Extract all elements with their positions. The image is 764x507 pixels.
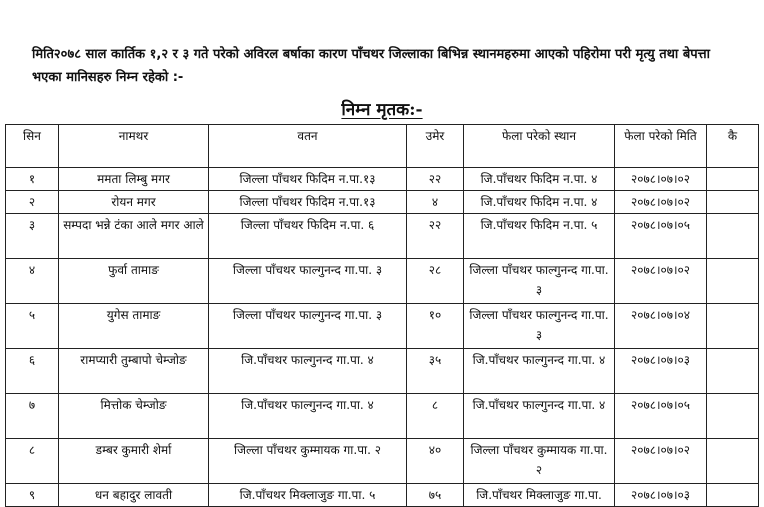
cell-address: जि.पाँचथर मिक्लाजुङ गा.पा. ५ [209, 484, 407, 507]
cell-name: ममता लिम्बु मगर [59, 168, 209, 191]
table-row [6, 259, 759, 304]
cell-address: जि.पाँचथर फाल्गुनन्द गा.पा. ४ [209, 349, 407, 394]
cell-sn: ७ [6, 394, 59, 439]
cell-remarks [707, 214, 759, 259]
cell-found-place: जि.पाँचथर फिदिम न.पा. ४ [464, 168, 615, 191]
table-row [6, 191, 759, 214]
cell-found-place: जि.पाँचथर फाल्गुनन्द गा.पा. ४ [464, 349, 615, 394]
cell-age: १० [407, 304, 464, 349]
cell-name: डम्बर कुमारी शेर्मा [59, 439, 209, 484]
header-address: वतन [209, 125, 407, 168]
cell-sn: ८ [6, 439, 59, 484]
header-sn: सिन [6, 125, 59, 168]
header-age: उमेर [407, 125, 464, 168]
table-header-row [6, 125, 759, 168]
cell-found-date: २०७८।०७।०४ [615, 304, 707, 349]
cell-age: ७५ [407, 484, 464, 507]
cell-age: २२ [407, 168, 464, 191]
table-row [6, 168, 759, 191]
cell-sn: ९ [6, 484, 59, 507]
section-heading [0, 97, 764, 120]
cell-name: सम्पदा भन्ने टंका आले मगर आले [59, 214, 209, 259]
cell-found-place: जिल्ला पाँचथर फाल्गुनन्द गा.पा. ३ [464, 259, 615, 304]
intro-paragraph: मिति२०७८ साल कार्तिक १,२ र ३ गते परेको अविरल बर्षाका कारण पाँचथर जिल्लाका बिभिन्न स्थानमहरुमा आएको पहिरोमा परी मृत्यु तथा बेपत्ता भएका मानिसहरु निम्न रहेको :- [32, 47, 710, 85]
cell-found-place: जि.पाँचथर फाल्गुनन्द गा.पा. ४ [464, 394, 615, 439]
cell-age: ८ [407, 394, 464, 439]
table-row [6, 214, 759, 259]
header-name: नामथर [59, 125, 209, 168]
cell-sn: ३ [6, 214, 59, 259]
cell-remarks [707, 349, 759, 394]
cell-remarks [707, 484, 759, 507]
cell-address: जिल्ला पाँचथर फिदिम न.पा. ६ [209, 214, 407, 259]
table-row [6, 484, 759, 507]
cell-address: जिल्ला पाँचथर फिदिम न.पा.१३ [209, 168, 407, 191]
cell-remarks [707, 168, 759, 191]
cell-found-date: २०७८।०७।०५ [615, 394, 707, 439]
cell-sn: १ [6, 168, 59, 191]
cell-remarks [707, 304, 759, 349]
cell-name: रामप्यारी तुम्बापो चेम्जोङ [59, 349, 209, 394]
cell-found-place: जि.पाँचथर मिक्लाजुङ गा.पा. [464, 484, 615, 507]
cell-found-place: जि.पाँचथर फिदिम न.पा. ४ [464, 191, 615, 214]
cell-address: जिल्ला पाँचथर फाल्गुनन्द गा.पा. ३ [209, 304, 407, 349]
cell-name: धन बहादुर लावती [59, 484, 209, 507]
cell-remarks [707, 191, 759, 214]
cell-name: रोयन मगर [59, 191, 209, 214]
cell-age: ४० [407, 439, 464, 484]
cell-age: ३५ [407, 349, 464, 394]
cell-remarks [707, 259, 759, 304]
cell-found-place: जि.पाँचथर फिदिम न.पा. ५ [464, 214, 615, 259]
cell-sn: २ [6, 191, 59, 214]
cell-address: जिल्ला पाँचथर फिदिम न.पा.१३ [209, 191, 407, 214]
heading-text: निम्न मृतक:- [341, 100, 423, 120]
cell-found-place: जिल्ला पाँचथर फाल्गुनन्द गा.पा. ३ [464, 304, 615, 349]
header-found-place: फेला परेको स्थान [464, 125, 615, 168]
cell-sn: ४ [6, 259, 59, 304]
cell-found-place: जिल्ला पाँचथर कुम्मायक गा.पा. २ [464, 439, 615, 484]
cell-name: मित्तोक चेम्जोङ [59, 394, 209, 439]
cell-found-date: २०७८।०७।०२ [615, 191, 707, 214]
table-row [6, 394, 759, 439]
cell-address: जि.पाँचथर फाल्गुनन्द गा.पा. ४ [209, 394, 407, 439]
cell-age: २२ [407, 214, 464, 259]
cell-address: जिल्ला पाँचथर फाल्गुनन्द गा.पा. ३ [209, 259, 407, 304]
cell-sn: ६ [6, 349, 59, 394]
cell-address: जिल्ला पाँचथर कुम्मायक गा.पा. २ [209, 439, 407, 484]
cell-found-date: २०७८।०७।०३ [615, 484, 707, 507]
deceased-table [5, 124, 759, 507]
cell-found-date: २०७८।०७।०५ [615, 214, 707, 259]
cell-found-date: २०७८।०७।०२ [615, 168, 707, 191]
table-row [6, 304, 759, 349]
cell-remarks [707, 439, 759, 484]
cell-name: युगेस तामाङ [59, 304, 209, 349]
cell-found-date: २०७८।०७।०३ [615, 349, 707, 394]
header-remarks: कै [707, 125, 759, 168]
cell-name: फुर्वा तामाङ [59, 259, 209, 304]
cell-found-date: २०७८।०७।०२ [615, 259, 707, 304]
cell-sn: ५ [6, 304, 59, 349]
cell-age: २८ [407, 259, 464, 304]
cell-remarks [707, 394, 759, 439]
cell-age: ४ [407, 191, 464, 214]
table-row [6, 349, 759, 394]
table-row [6, 439, 759, 484]
cell-found-date: २०७८।०७।०२ [615, 439, 707, 484]
header-found-date: फेला परेको मिति [615, 125, 707, 168]
